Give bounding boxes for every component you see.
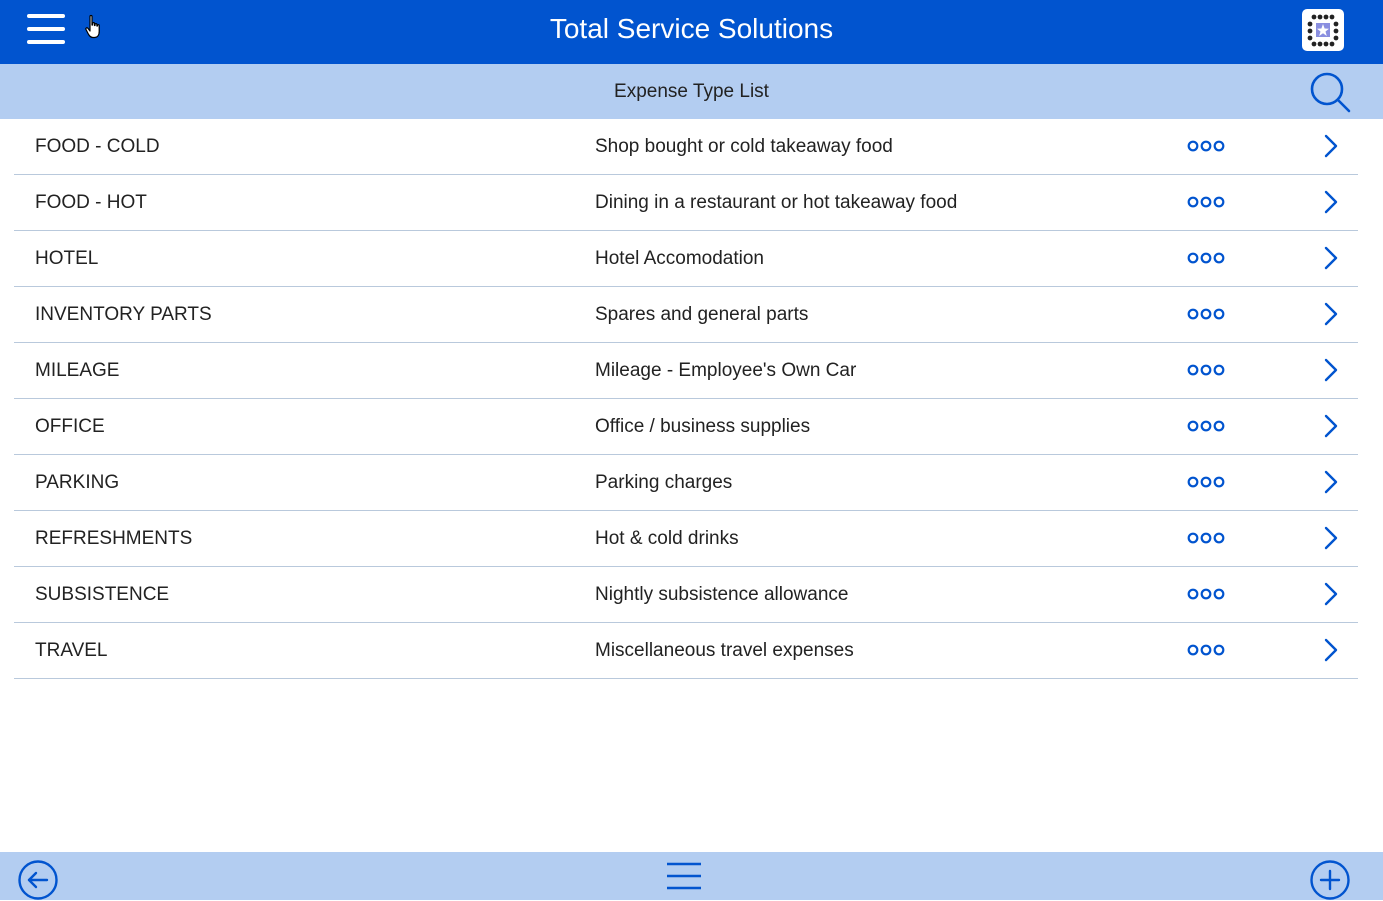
expense-type-code: OFFICE xyxy=(35,416,105,437)
expense-type-description: Office / business supplies xyxy=(595,416,811,437)
more-options-icon[interactable] xyxy=(1186,306,1226,322)
list-item[interactable] xyxy=(14,455,1358,511)
expense-type-code: FOOD - HOT xyxy=(35,192,147,213)
chevron-right-icon[interactable] xyxy=(1319,133,1343,159)
more-options-icon[interactable] xyxy=(1186,194,1226,210)
chevron-right-icon[interactable] xyxy=(1319,525,1343,551)
expense-type-description: Shop bought or cold takeaway food xyxy=(595,136,893,157)
expense-type-list xyxy=(14,119,1358,679)
list-item[interactable] xyxy=(14,175,1358,231)
list-item[interactable] xyxy=(14,623,1358,679)
more-options-icon[interactable] xyxy=(1186,530,1226,546)
chevron-right-icon[interactable] xyxy=(1319,301,1343,327)
chevron-right-icon[interactable] xyxy=(1319,469,1343,495)
expense-type-description: Spares and general parts xyxy=(595,304,809,325)
page-title: Expense Type List xyxy=(614,81,769,102)
more-options-icon[interactable] xyxy=(1186,642,1226,658)
expense-type-description: Miscellaneous travel expenses xyxy=(595,640,854,661)
list-item[interactable] xyxy=(14,511,1358,567)
expense-type-description: Nightly subsistence allowance xyxy=(595,584,849,605)
expense-type-description: Mileage - Employee's Own Car xyxy=(595,360,857,381)
arrow-left-circle-icon[interactable] xyxy=(17,859,59,901)
footer-menu-icon[interactable] xyxy=(666,861,702,891)
expense-type-description: Parking charges xyxy=(595,472,733,493)
expense-type-description: Hot & cold drinks xyxy=(595,528,739,549)
expense-type-code: HOTEL xyxy=(35,248,99,269)
expense-type-code: TRAVEL xyxy=(35,640,108,661)
app-title: Total Service Solutions xyxy=(549,13,834,44)
expense-type-code: PARKING xyxy=(35,472,120,493)
more-options-icon[interactable] xyxy=(1186,418,1226,434)
chevron-right-icon[interactable] xyxy=(1319,245,1343,271)
page-subheader xyxy=(0,64,1383,119)
chevron-right-icon[interactable] xyxy=(1319,189,1343,215)
expense-type-code: FOOD - COLD xyxy=(35,136,160,157)
more-options-icon[interactable] xyxy=(1186,138,1226,154)
expense-type-description: Dining in a restaurant or hot takeaway food xyxy=(595,192,958,213)
more-options-icon[interactable] xyxy=(1186,362,1226,378)
list-item[interactable] xyxy=(14,399,1358,455)
app-logo-icon[interactable] xyxy=(1302,9,1344,51)
expense-type-code: MILEAGE xyxy=(35,360,120,381)
list-item[interactable] xyxy=(14,567,1358,623)
chevron-right-icon[interactable] xyxy=(1319,413,1343,439)
expense-type-code: INVENTORY PARTS xyxy=(35,304,212,325)
chevron-right-icon[interactable] xyxy=(1319,637,1343,663)
list-item[interactable] xyxy=(14,119,1358,175)
search-icon[interactable] xyxy=(1307,69,1353,115)
list-item[interactable] xyxy=(14,343,1358,399)
expense-type-code: SUBSISTENCE xyxy=(35,584,170,605)
more-options-icon[interactable] xyxy=(1186,250,1226,266)
app-header xyxy=(0,0,1383,64)
expense-type-code: REFRESHMENTS xyxy=(35,528,193,549)
chevron-right-icon[interactable] xyxy=(1319,581,1343,607)
app-logo-graphic xyxy=(1302,9,1344,51)
list-item[interactable] xyxy=(14,231,1358,287)
chevron-right-icon[interactable] xyxy=(1319,357,1343,383)
expense-type-description: Hotel Accomodation xyxy=(595,248,764,269)
plus-circle-icon[interactable] xyxy=(1309,859,1351,901)
list-item[interactable] xyxy=(14,287,1358,343)
more-options-icon[interactable] xyxy=(1186,586,1226,602)
footer-toolbar xyxy=(0,852,1383,900)
more-options-icon[interactable] xyxy=(1186,474,1226,490)
